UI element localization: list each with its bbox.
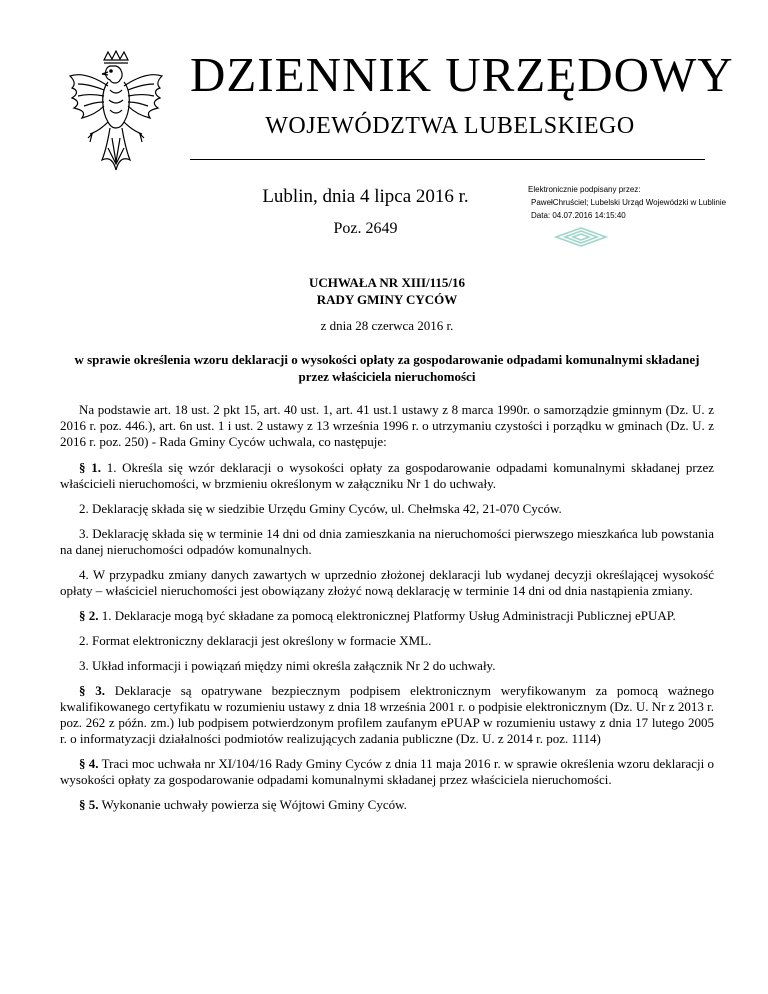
- signature-verification-icon: [553, 226, 609, 248]
- section-label: § 1.: [79, 460, 101, 475]
- section-5-paragraph: [60, 797, 714, 813]
- polish-eagle-emblem-icon: [64, 50, 168, 180]
- paragraph-text: Wykonanie uchwały powierza się Wójtowi Gminy Cyców.: [101, 797, 407, 812]
- section-label: § 4.: [79, 756, 99, 771]
- resolution-date: z dnia 28 czerwca 2016 r.: [320, 318, 454, 333]
- section-label: § 5.: [79, 797, 99, 812]
- resolution-number: UCHWAŁA NR XIII/115/16: [308, 275, 466, 290]
- legal-basis-paragraph: Na podstawie art. 18 ust. 2 pkt 15, art. 40 ust. 1, art. 41 ust.1 ustawy z 8 marca 1990r. o samorządzie gminnym (Dz. U. z 2016 r. poz. 446.), art. 6n ust. 1 i ust. 2 ustawy z 13 września 1996 r. o utrzymaniu czystości i porządku w gminach (Dz. U. z 2016 r. poz. 250) - Rada Gminy Cyców uchwala, co następuje:: [60, 402, 714, 449]
- signature-signer: PawełChruściel; Lubelski Urząd Wojewódzki w Lublinie: [531, 198, 727, 207]
- signature-date: Data: 04.07.2016 14:15:40: [531, 211, 626, 220]
- paragraph-text: Deklaracje są opatrywane bezpiecznym podpisem elektronicznym weryfikowanym za pomocą ważnego kwalifikowanego certyfikatu w rozumieniu ustawy z dnia 18 września 2001 r. o podpisie elektronicznym (Dz. U. Nr z 2013 r. poz. 262 z późn. zm.) lub podpisem potwierdzonym profilem zaufanym ePUAP w rozumieniu ustawy z dnia 17 lutego 2005 r. o informatyzacji działalności podmiotów realizujących zadania publiczne (Dz. U. z 2014 r. poz. 1114): [60, 683, 714, 746]
- section-1-paragraph-1: [60, 460, 714, 492]
- paragraph-text: 1. Określa się wzór deklaracji o wysokości opłaty za gospodarowanie odpadami komunalnymi składanej przez właścicieli nieruchomości, w brzmieniu określonym w załączniku Nr 1 do uchwały.: [60, 460, 715, 491]
- section-1-paragraph-4: 4. W przypadku zmiany danych zawartych w uprzednio złożonej deklaracji lub wydanej decyzji określającej wysokość opłaty – właściciel nieruchomości jest obowiązany złożyć nową deklarację w terminie 14 dni od dnia nastąpienia zmiany.: [60, 567, 714, 598]
- section-label: § 2.: [79, 608, 99, 623]
- issue-date: Lublin, dnia 4 lipca 2016 r.: [262, 186, 469, 207]
- section-1-paragraph-2: 2. Deklarację składa się w siedzibie Urzędu Gminy Cyców, ul. Chełmska 42, 21-070 Cyców.: [79, 501, 562, 516]
- resolution-body: RADY GMINY CYCÓW: [316, 292, 458, 307]
- issue-position: Poz. 2649: [333, 220, 398, 237]
- masthead-divider: [190, 159, 705, 160]
- resolution-subject: w sprawie określenia wzoru deklaracji o wysokości opłaty za gospodarowanie odpadami komunalnymi składanej przez właściciela nieruchomości: [74, 352, 700, 384]
- section-2-paragraph-2: 2. Format elektroniczny deklaracji jest określony w formacie XML.: [79, 633, 432, 648]
- section-1-paragraph-3: 3. Deklarację składa się w terminie 14 dni od dnia zamieszkania na nieruchomości pierwszego mieszkańca lub powstania na danej nieruchomości odpadów komunalnych.: [60, 526, 714, 557]
- section-2-paragraph-3: 3. Układ informacji i powiązań między nimi określa załącznik Nr 2 do uchwały.: [79, 658, 496, 673]
- masthead-subtitle: WOJEWÓDZTWA LUBELSKIEGO: [265, 113, 635, 139]
- masthead-title: DZIENNIK URZĘDOWY: [190, 47, 734, 102]
- resolution-header: [60, 274, 714, 308]
- section-label: § 3.: [79, 683, 105, 698]
- signature-label: Elektronicznie podpisany przez:: [528, 185, 641, 194]
- section-3-paragraph: [60, 683, 714, 747]
- paragraph-text: Traci moc uchwała nr XI/104/16 Rady Gminy Cyców z dnia 11 maja 2016 r. w sprawie określenia wzoru deklaracji o wysokości opłaty za gospodarowanie odpadami komunalnymi składanej przez właściciela nieruchomości.: [60, 756, 715, 787]
- paragraph-text: 1. Deklaracje mogą być składane za pomocą elektronicznej Platformy Usług Administracji Publicznej ePUAP.: [101, 608, 676, 623]
- section-2-paragraph-1: [60, 608, 714, 624]
- electronic-signature-block: [528, 183, 760, 222]
- section-4-paragraph: [60, 756, 714, 788]
- document-body: [60, 402, 714, 822]
